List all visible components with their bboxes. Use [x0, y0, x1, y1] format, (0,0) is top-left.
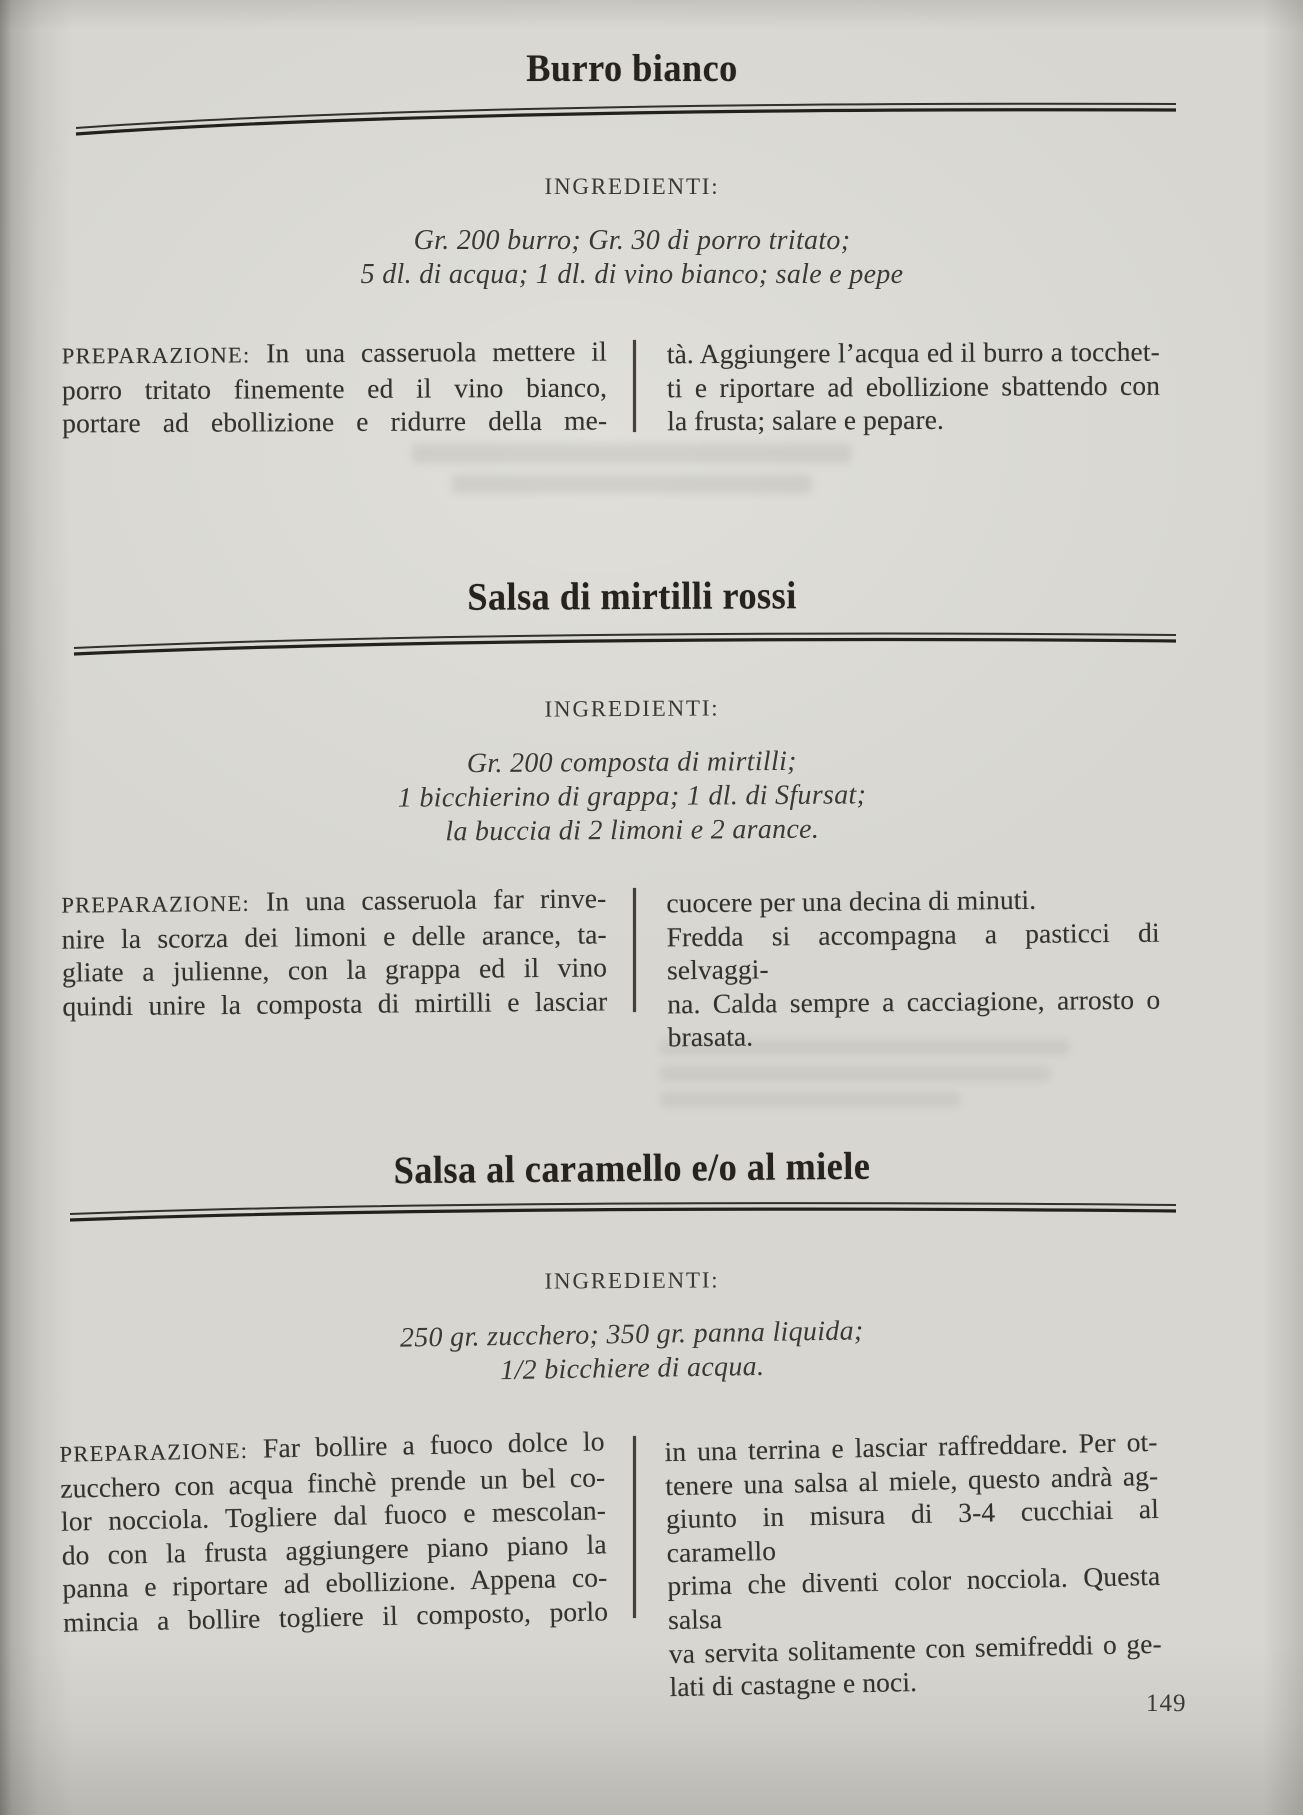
- recipe-title: Burro bianco: [526, 47, 738, 90]
- preparation-line: porro tritato finemente ed il vino bianco,: [61, 371, 608, 406]
- preparation-section: [61, 882, 1161, 1053]
- preparation-line: lor nocciola. Togliere dal fuoco e mescolan-: [60, 1494, 607, 1537]
- preparation-line: PREPARAZIONE: Far bollire a fuoco dolce lo: [59, 1425, 605, 1467]
- preparation-line: va servita solitamente con semifreddi o ge-: [668, 1627, 1163, 1669]
- preparation-line: do con la frusta aggiungere piano piano la: [61, 1528, 607, 1571]
- ingredients-line: Gr. 200 burro; Gr. 30 di porro tritato;: [413, 225, 851, 256]
- preparation-line: zucchero con acqua finchè prende un bel co-: [60, 1460, 606, 1504]
- preparation-line: portare ad ebollizione e ridurre della me-: [62, 404, 608, 439]
- preparation-right-column: [664, 1425, 1163, 1704]
- preparation-line: tenere una salsa al miele, questo andrà ag-: [664, 1459, 1159, 1501]
- ingredients-line: 250 gr. zucchero; 350 gr. panna liquida;: [399, 1315, 864, 1354]
- preparation-line: panna e riportare ad ebollizione. Appena co-: [62, 1561, 608, 1605]
- column-divider: [633, 1436, 636, 1618]
- heading-rule: [72, 98, 1180, 138]
- preparation-line: na. Calda sempre a cacciagione, arrosto o: [667, 983, 1161, 1020]
- preparation-right-column: [667, 335, 1161, 440]
- preparation-line: prima che diventi color nocciola. Questa salsa: [667, 1560, 1161, 1636]
- ingredients-line: la buccia di 2 limoni e 2 arance.: [445, 813, 820, 848]
- preparation-right-column: [666, 882, 1161, 1055]
- preparation-line: PREPARAZIONE: In una casseruola mettere il: [61, 335, 607, 369]
- heading-rule: [70, 626, 1180, 666]
- preparation-line: lati di castagne e noci.: [669, 1666, 918, 1703]
- preparation-line: Fredda si accompagna a pasticci di selvaggi-: [666, 916, 1160, 986]
- preparation-left-column: [62, 335, 608, 441]
- preparation-line: quindi unire la composta di mirtilli e lasciar: [62, 985, 608, 1022]
- show-through-smudge: [0, 444, 1264, 493]
- ingredients-line: 5 dl. di acqua; 1 dl. di vino bianco; sale e pepe: [360, 259, 904, 290]
- preparation-left-column: [61, 881, 608, 1054]
- ingredients-list: [0, 1308, 1264, 1396]
- preparation-label: PREPARAZIONE:: [61, 342, 251, 369]
- preparation-line: cuocere per una decina di minuti.: [666, 883, 1037, 919]
- ingredients-label: INGREDIENTI:: [544, 174, 720, 199]
- preparation-left-column: [59, 1424, 610, 1704]
- preparation-line: in una terrina e lasciar raffreddare. Per ot-: [664, 1425, 1158, 1468]
- preparation-line: giunto in misura di 3-4 cucchiai al caramello: [665, 1493, 1160, 1568]
- preparation-label: PREPARAZIONE:: [61, 890, 251, 918]
- column-divider: [633, 888, 636, 1012]
- preparation-section: [62, 336, 1160, 437]
- preparation-line: brasata.: [667, 1020, 754, 1053]
- ingredients-list: [0, 224, 1264, 292]
- ingredients-line: 1 bicchierino di grappa; 1 dl. di Sfursat;: [397, 779, 867, 814]
- ingredients-line: Gr. 200 composta di mirtilli;: [466, 745, 797, 780]
- preparation-line: mincia a bollire togliere il composto, porlo: [62, 1595, 609, 1638]
- preparation-line: gliate a julienne, con la grappa ed il vino: [61, 951, 608, 988]
- column-divider: [633, 340, 636, 432]
- preparation-line: ti e riportare ad ebollizione sbattendo con: [666, 369, 1161, 403]
- preparation-line: PREPARAZIONE: In una casseruola far rinve-: [61, 882, 607, 918]
- show-through-smudge: [660, 1040, 1090, 1107]
- preparation-line: la frusta; salare e pepare.: [667, 404, 945, 437]
- recipe-title: Salsa di mirtilli rossi: [467, 574, 797, 619]
- ingredients-label: INGREDIENTI:: [544, 1267, 720, 1294]
- preparation-line: nire la scorza dei limoni e delle arance, ta-: [61, 917, 607, 955]
- page-number: 149: [1146, 1690, 1187, 1717]
- ingredients-line: 1/2 bicchiere di acqua.: [500, 1350, 765, 1387]
- preparation-section: [59, 1425, 1163, 1703]
- preparation-label: PREPARAZIONE:: [59, 1437, 249, 1467]
- ingredients-list: [0, 742, 1264, 853]
- heading-rule: [66, 1196, 1180, 1236]
- ingredients-label: INGREDIENTI:: [544, 695, 720, 722]
- preparation-line: tà. Aggiungere l’acqua ed il burro a tocchet-: [666, 335, 1160, 370]
- recipe-title: Salsa al caramello e/o al miele: [393, 1144, 871, 1193]
